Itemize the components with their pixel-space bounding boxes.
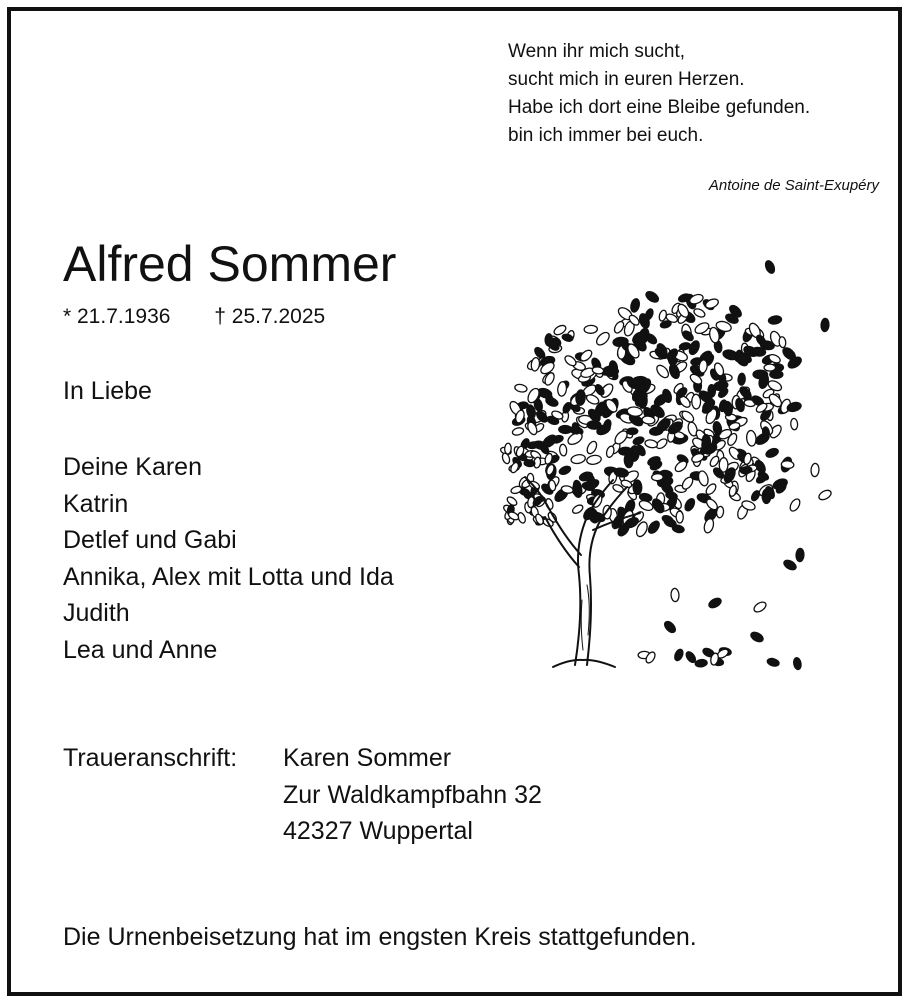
address-line: 42327 Wuppertal bbox=[283, 817, 473, 845]
poem-line: sucht mich in euren Herzen. bbox=[508, 69, 745, 90]
closing-text: Die Urnenbeisetzung hat im engsten Kreis stattgefunden. bbox=[63, 923, 697, 951]
family-member: Deine Karen bbox=[63, 453, 202, 481]
death-date: † 25.7.2025 bbox=[214, 305, 326, 328]
address-label: Traueranschrift: bbox=[63, 744, 238, 772]
address-line: Zur Waldkampfbahn 32 bbox=[283, 780, 542, 809]
tree-illustration bbox=[495, 255, 845, 675]
poem bbox=[508, 38, 810, 150]
poem-line: bin ich immer bei euch. bbox=[508, 125, 704, 146]
leaves-icon bbox=[500, 259, 833, 670]
poem-author: Antoine de Saint-Exupéry bbox=[708, 177, 879, 194]
family-member: Annika, Alex mit Lotta und Ida bbox=[63, 562, 394, 591]
family-list bbox=[63, 449, 394, 669]
address-line: Karen Sommer bbox=[283, 744, 452, 772]
poem-line: Habe ich dort eine Bleibe gefunden. bbox=[508, 97, 811, 118]
family-member: Katrin bbox=[63, 489, 129, 518]
deceased-name: Alfred Sommer bbox=[63, 236, 397, 292]
poem-line: Wenn ihr mich sucht, bbox=[508, 41, 686, 62]
family-member: Lea und Anne bbox=[63, 635, 218, 664]
family-member: Judith bbox=[63, 599, 130, 628]
family-member: Detlef und Gabi bbox=[63, 526, 237, 555]
life-dates bbox=[63, 305, 325, 329]
birth-date: * 21.7.1936 bbox=[63, 305, 171, 328]
intro-text: In Liebe bbox=[63, 377, 152, 405]
mourning-address bbox=[63, 740, 542, 850]
